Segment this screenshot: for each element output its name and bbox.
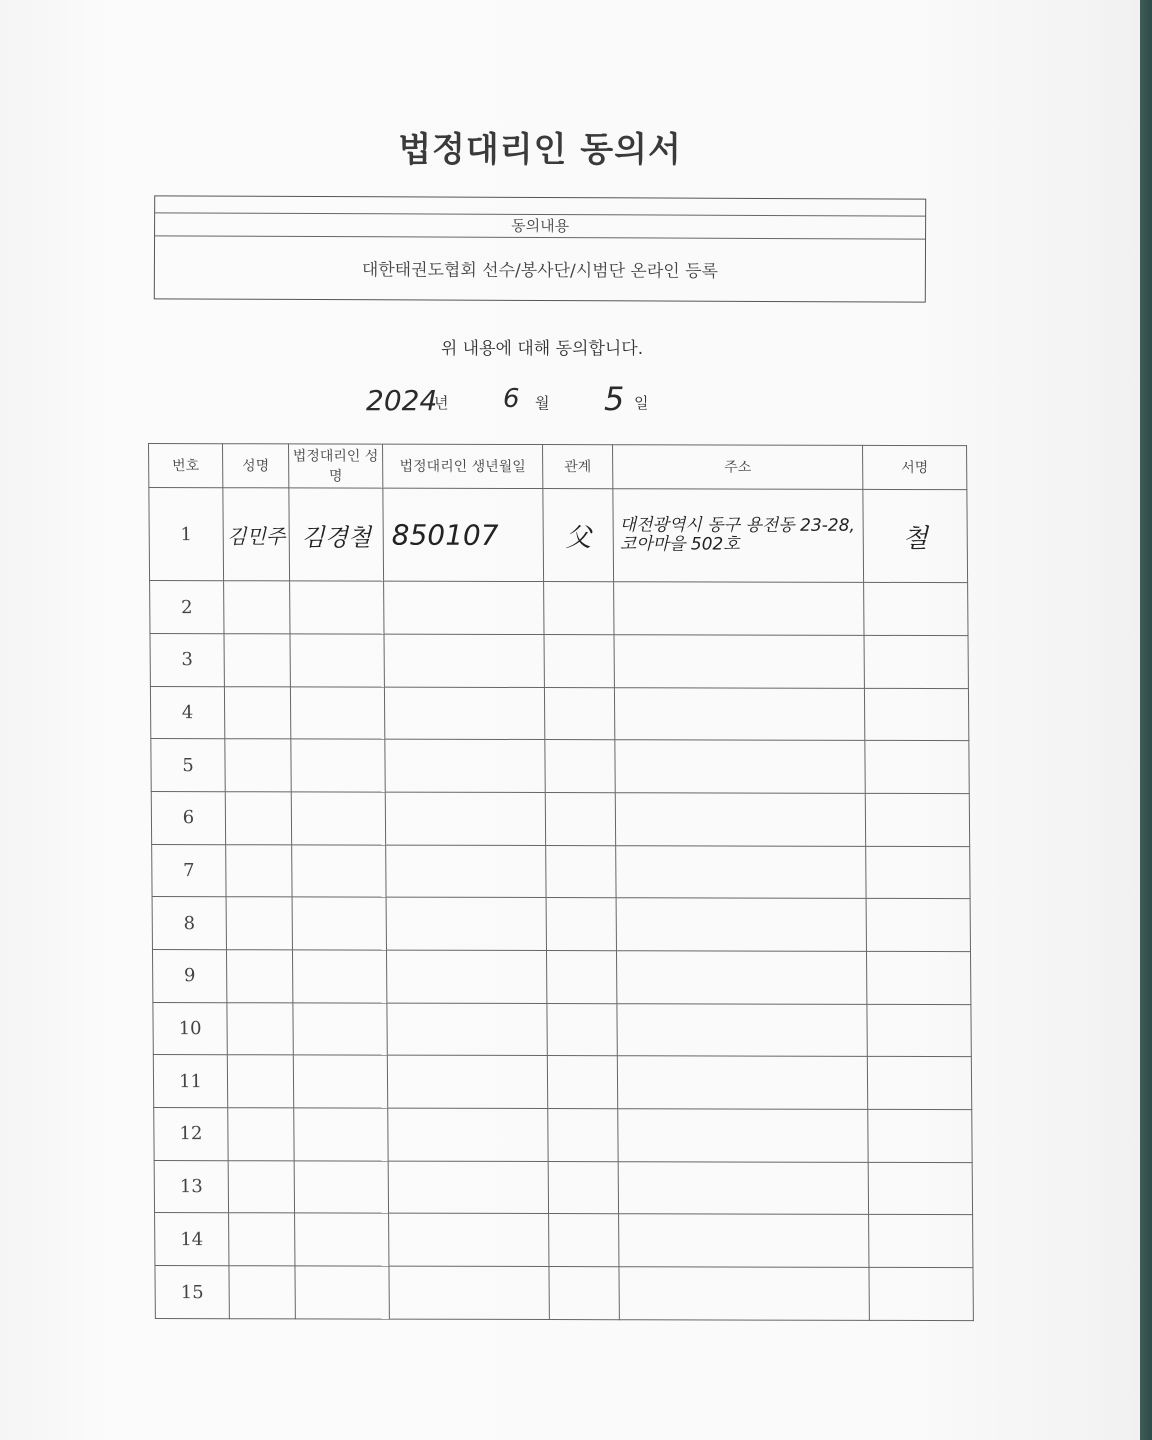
row-number: 11	[153, 1055, 227, 1108]
row-number: 4	[150, 686, 224, 739]
header-name: 성명	[223, 444, 289, 488]
table-row	[149, 488, 968, 584]
guardian-name-cell: 김경철	[289, 488, 384, 582]
date-month-unit: 월	[535, 394, 550, 412]
header-address: 주소	[613, 445, 863, 490]
row-number: 15	[155, 1266, 229, 1319]
row-number: 1	[149, 488, 224, 582]
header-guardian-birth: 법정대리인 생년월일	[383, 444, 543, 488]
table-row	[154, 1160, 972, 1215]
table-row	[151, 792, 969, 847]
table-row	[155, 1213, 973, 1268]
consent-box	[154, 195, 926, 302]
date-month: 6	[503, 384, 520, 414]
date-day: 5	[604, 380, 625, 418]
row-number: 14	[155, 1213, 229, 1266]
row-number: 7	[152, 844, 226, 897]
row-number: 5	[151, 739, 225, 792]
relation-cell: 父	[543, 489, 614, 583]
row-number: 6	[151, 792, 225, 845]
row-number: 2	[150, 581, 224, 634]
header-no: 번호	[149, 444, 223, 488]
row-number: 12	[154, 1108, 228, 1161]
date-day-unit: 일	[634, 394, 649, 412]
table-row	[152, 844, 970, 899]
consent-header: 동의내용	[155, 212, 925, 239]
consent-body: 대한태권도협회 선수/봉사단/시범단 온라인 등록	[361, 260, 718, 282]
row-number: 8	[152, 897, 226, 950]
agree-statement: 위 내용에 대해 동의합니다.	[440, 339, 644, 359]
row-number: 9	[152, 950, 226, 1003]
header-signature: 서명	[863, 445, 967, 489]
guardian-table	[148, 443, 973, 1321]
table-row	[150, 634, 968, 689]
table-row	[150, 686, 968, 741]
background-edge	[1140, 0, 1152, 1440]
table-row	[152, 897, 970, 952]
document-title: 법정대리인 동의서	[398, 130, 682, 170]
table-row	[153, 1055, 971, 1110]
date-year: 2024	[366, 384, 438, 417]
header-guardian-name: 법정대리인 성명	[289, 444, 383, 488]
row-number: 3	[150, 634, 224, 687]
table-row	[153, 1002, 971, 1057]
address-cell: 대전광역시 동구 용전동 23-28, 코아마을 502호	[613, 489, 864, 583]
table-row	[150, 581, 968, 636]
table-row	[154, 1108, 972, 1163]
row-number: 13	[154, 1160, 228, 1213]
table-row	[152, 950, 970, 1005]
signature-cell: 철	[863, 489, 968, 583]
row-number: 10	[153, 1002, 227, 1055]
date-year-unit: 년	[434, 394, 449, 412]
guardian-birth-cell: 850107	[383, 488, 544, 582]
table-row	[151, 739, 969, 794]
name-cell: 김민주	[223, 488, 290, 582]
header-relation: 관계	[543, 445, 613, 489]
table-row	[155, 1266, 973, 1321]
